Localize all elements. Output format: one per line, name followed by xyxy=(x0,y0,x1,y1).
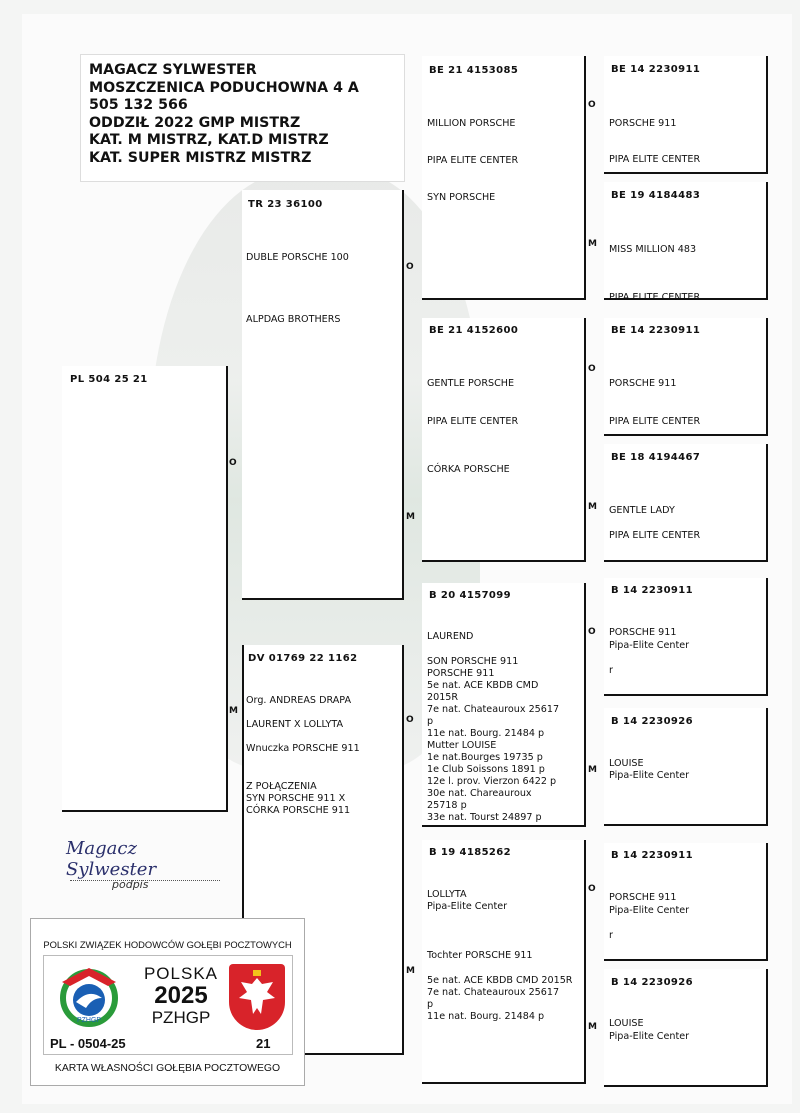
mf-line-1: LAUREND xyxy=(427,631,474,642)
owner-title-2: KAT. M MISTRZ, KAT.D MISTRZ xyxy=(89,132,329,148)
mother-line-3: Wnuczka PORSCHE 911 xyxy=(246,743,360,754)
mff-name: PORSCHE 911 xyxy=(609,627,677,638)
pzhgp-logo-icon xyxy=(52,962,126,1032)
mf-line-11: 1e Club Soissons 1891 p xyxy=(427,764,545,775)
mf-line-9: Mutter LOUISE xyxy=(427,740,497,751)
owner-title-3: KAT. SUPER MISTRZ MISTRZ xyxy=(89,149,312,166)
mother-line-6: CÓRKA PORSCHE 911 xyxy=(246,805,351,816)
subject-ring: PL 504 25 21 xyxy=(70,374,148,385)
mmm-breeder: Pipa-Elite Center xyxy=(609,1031,690,1042)
mmf-ring: B 14 2230911 xyxy=(611,850,694,861)
mm-line-3: Tochter PORSCHE 911 xyxy=(427,950,533,961)
ff-name: MILLION PORSCHE xyxy=(427,118,516,129)
ffm-name: MISS MILLION 483 xyxy=(609,244,697,255)
mmf-link-label: O xyxy=(588,884,596,894)
mff-link-label: O xyxy=(588,627,596,637)
mmm-link-label: M xyxy=(588,1022,597,1032)
logo-text: PZHGP xyxy=(76,1017,102,1024)
ff-ring: BE 21 4153085 xyxy=(429,65,519,76)
fm-name: GENTLE PORSCHE xyxy=(427,378,515,389)
mf-line-6: 7e nat. Chateauroux 25617 xyxy=(427,704,560,715)
card-ring-suffix: 21 xyxy=(256,1036,271,1051)
fm-link-label: M xyxy=(406,512,415,522)
ff-box xyxy=(422,56,586,300)
mother-line-5: SYN PORSCHE 911 X xyxy=(246,793,346,804)
mmf-breeder: Pipa-Elite Center xyxy=(609,905,690,916)
mm-link-label: M xyxy=(406,966,415,976)
fmf-ring: BE 14 2230911 xyxy=(611,325,701,336)
eagle-emblem-icon xyxy=(229,964,285,1030)
father-name: DUBLE PORSCHE 100 xyxy=(246,252,349,263)
mfm-ring: B 14 2230926 xyxy=(611,716,694,727)
fmf-breeder: PIPA ELITE CENTER xyxy=(609,416,701,427)
father-breeder: ALPDAG BROTHERS xyxy=(246,314,341,325)
mm-line-2: Pipa-Elite Center xyxy=(427,901,508,912)
mff-breeder: Pipa-Elite Center xyxy=(609,640,690,651)
owner-signature: Magacz Sylwester xyxy=(66,838,157,880)
ffm-breeder: PIPA ELITE CENTER xyxy=(609,292,701,300)
fm-box xyxy=(422,318,586,562)
mf-ring: B 20 4157099 xyxy=(429,590,512,601)
owner-box xyxy=(80,54,405,182)
fff-link-label: O xyxy=(588,100,596,110)
card-country: POLSKA xyxy=(143,964,219,983)
owner-title-1: ODDZIŁ 2022 GMP MISTRZ xyxy=(89,114,301,131)
mm-line-1: LOLLYTA xyxy=(427,889,467,900)
mmm-name: LOUISE xyxy=(609,1018,644,1029)
father-link-label: O xyxy=(229,458,237,468)
ffm-link-label: M xyxy=(588,239,597,249)
fm-breeder: PIPA ELITE CENTER xyxy=(427,416,519,427)
mother-link-label: M xyxy=(229,706,238,716)
mf-line-15: 33e nat. Tourst 24897 p xyxy=(427,812,542,823)
mf-line-14: 25718 p xyxy=(427,800,467,811)
mm-line-4: 5e nat. ACE KBDB CMD 2015R xyxy=(427,975,573,986)
signature-label: podpis xyxy=(112,878,149,891)
mm-line-6: p xyxy=(427,999,434,1010)
mf-line-7: p xyxy=(427,716,434,727)
owner-address: MOSZCZENICA PODUCHOWNA 4 A xyxy=(89,79,359,96)
father-ring: TR 23 36100 xyxy=(248,199,323,210)
fff-name: PORSCHE 911 xyxy=(609,118,677,129)
mm-line-7: 11e nat. Bourg. 21484 p xyxy=(427,1011,545,1022)
mmf-name: PORSCHE 911 xyxy=(609,892,677,903)
card-year: 2025 xyxy=(154,982,208,1009)
mf-line-2: SON PORSCHE 911 xyxy=(427,656,519,667)
fmf-name: PORSCHE 911 xyxy=(609,378,677,389)
mmm-ring: B 14 2230926 xyxy=(611,977,694,988)
ownership-card xyxy=(30,918,305,1086)
mm-box xyxy=(422,840,586,1084)
mm-ring: B 19 4185262 xyxy=(429,847,512,858)
owner-name: MAGACZ SYLWESTER xyxy=(89,62,257,78)
card-association: POLSKI ZWIĄZEK HODOWCÓW GOŁĘBI POCZTOWYCH xyxy=(43,939,292,950)
fm-ring: BE 21 4152600 xyxy=(429,325,519,336)
mf-link-label: O xyxy=(406,715,414,725)
mf-line-12: 12e l. prov. Vierzon 6422 p xyxy=(427,776,557,787)
card-heading xyxy=(136,964,226,1028)
mf-line-13: 30e nat. Chareauroux xyxy=(427,788,532,799)
mm-line-5: 7e nat. Chateauroux 25617 xyxy=(427,987,560,998)
mff-ring: B 14 2230911 xyxy=(611,585,694,596)
ff-note: SYN PORSCHE xyxy=(427,192,496,203)
mf-line-4: 5e nat. ACE KBDB CMD xyxy=(427,680,539,691)
mf-line-5: 2015R xyxy=(427,692,459,703)
fm-note: CÓRKA PORSCHE xyxy=(427,464,510,475)
card-ring-number: PL - 0504-25 xyxy=(50,1036,126,1051)
mfm-link-label: M xyxy=(588,765,597,775)
fmm-name: GENTLE LADY xyxy=(609,505,675,516)
card-inner xyxy=(43,955,293,1055)
card-caption: KARTA WŁASNOŚCI GOŁĘBIA POCZTOWEGO xyxy=(54,1063,281,1074)
owner-phone: 505 132 566 xyxy=(89,97,188,113)
subject-box xyxy=(62,366,228,812)
mother-ring: DV 01769 22 1162 xyxy=(248,653,358,664)
mf-line-10: 1e nat.Bourges 19735 p xyxy=(427,752,543,763)
mfm-name: LOUISE xyxy=(609,758,644,769)
fff-ring: BE 14 2230911 xyxy=(611,64,701,75)
fmm-breeder: PIPA ELITE CENTER xyxy=(609,530,701,541)
fff-breeder: PIPA ELITE CENTER xyxy=(609,154,701,165)
mff-note: r xyxy=(609,665,613,676)
ff-link-label: O xyxy=(406,262,414,272)
card-abbr: PZHGP xyxy=(151,1008,211,1027)
fmm-link-label: M xyxy=(588,502,597,512)
ffm-ring: BE 19 4184483 xyxy=(611,190,701,201)
mmf-note: r xyxy=(609,930,613,941)
mother-line-4: Z POŁĄCZENIA xyxy=(246,781,317,792)
fmm-ring: BE 18 4194467 xyxy=(611,452,701,463)
fmf-link-label: O xyxy=(588,364,596,374)
mf-line-3: PORSCHE 911 xyxy=(427,668,495,679)
ff-breeder: PIPA ELITE CENTER xyxy=(427,155,519,166)
mother-line-1: Org. ANDREAS DRAPA xyxy=(246,695,352,706)
mfm-breeder: Pipa-Elite Center xyxy=(609,770,690,781)
mother-line-2: LAURENT X LOLLYTA xyxy=(246,719,344,730)
mf-line-8: 11e nat. Bourg. 21484 p xyxy=(427,728,545,739)
